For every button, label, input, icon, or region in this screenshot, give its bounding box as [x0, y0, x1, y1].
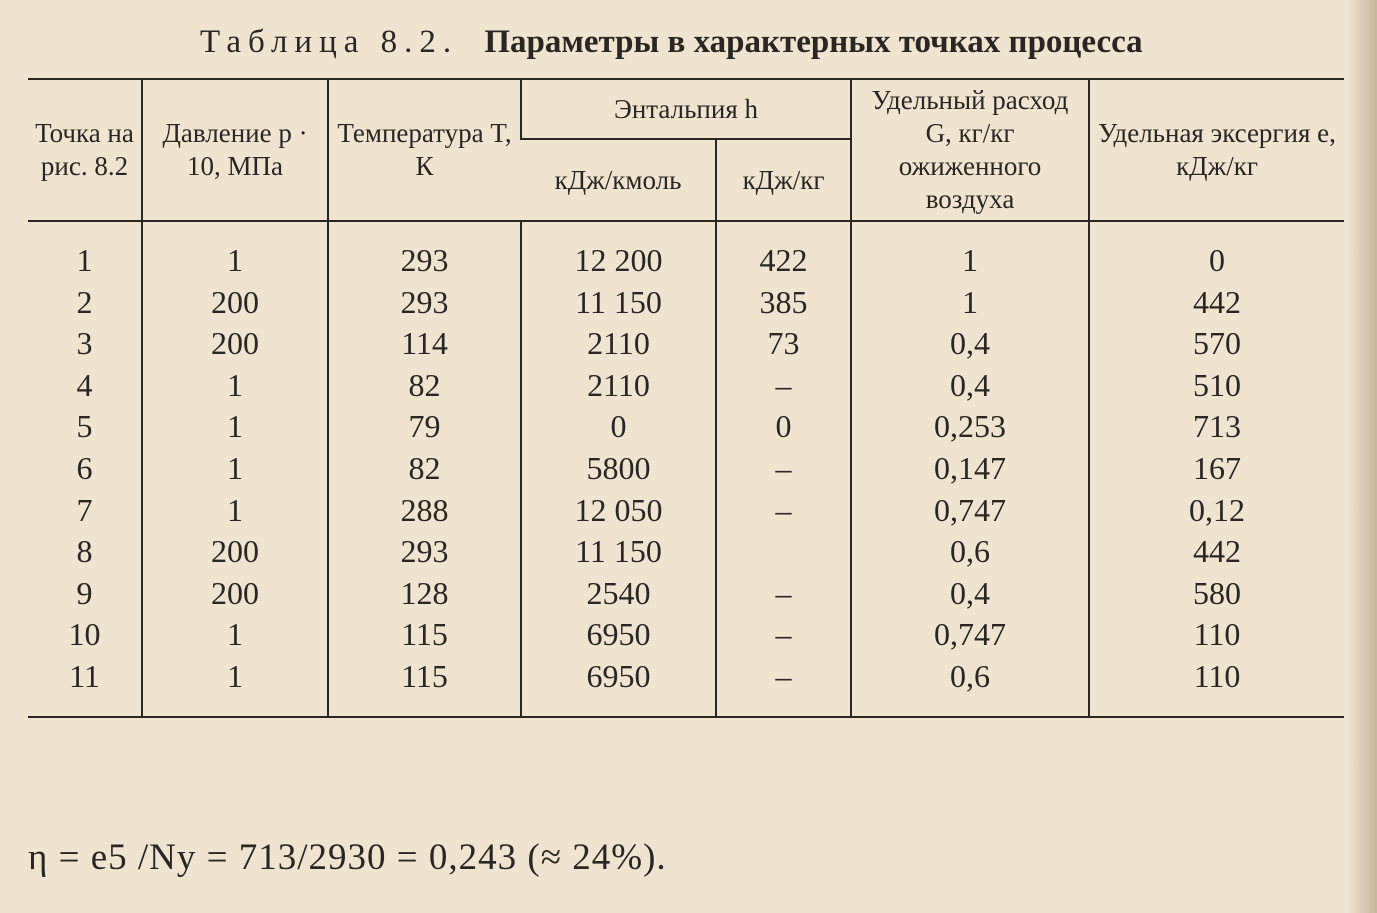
cell-enthalpy-kmol: 12 050: [521, 490, 716, 532]
cell-point: 1: [76, 242, 93, 278]
cell-specific-exergy: 167: [1089, 448, 1344, 490]
cell-specific-flow: 0,4: [851, 365, 1089, 407]
caption-title: Параметры в характерных точках процесса: [484, 24, 1143, 60]
cell-enthalpy-kmol: 11 150: [521, 531, 716, 573]
table-row: [28, 221, 1344, 282]
cell-enthalpy-kg: –: [716, 448, 851, 490]
cell-temperature: 115: [328, 656, 521, 717]
cell-pressure: 1: [142, 656, 328, 717]
table-row: [28, 614, 1344, 656]
cell-temperature: 82: [328, 365, 521, 407]
cell-point: 11: [69, 657, 100, 694]
cell-enthalpy-kmol: 11 150: [521, 282, 716, 324]
cell-temperature: 114: [328, 323, 521, 365]
cell-point: 9: [76, 574, 93, 611]
header-enthalpy-kmol: кДж/кмоль: [521, 139, 716, 221]
table-row: [28, 282, 1344, 324]
table-row: [28, 448, 1344, 490]
cell-enthalpy-kmol: 6950: [521, 656, 716, 717]
cell-specific-exergy: 510: [1089, 365, 1344, 407]
cell-point: 8: [76, 533, 93, 570]
cell-pressure: 1: [142, 365, 328, 407]
cell-point: 3: [76, 325, 93, 362]
table-row: [28, 656, 1344, 717]
header-enthalpy: Энтальпия h: [521, 79, 851, 139]
cell-enthalpy-kg: –: [716, 365, 851, 407]
cell-enthalpy-kmol: 2540: [521, 573, 716, 615]
cell-enthalpy-kmol: 2110: [521, 323, 716, 365]
cell-enthalpy-kg: 0: [716, 406, 851, 448]
cell-specific-flow: 0,4: [851, 323, 1089, 365]
table-row: [28, 490, 1344, 532]
cell-enthalpy-kg: –: [716, 614, 851, 656]
header-enthalpy-kg: кДж/кг: [716, 139, 851, 221]
cell-specific-flow: 1: [851, 221, 1089, 282]
cell-temperature: 288: [328, 490, 521, 532]
cell-pressure: 200: [142, 323, 328, 365]
cell-enthalpy-kg: –: [716, 656, 851, 717]
table-row: [28, 365, 1344, 407]
parameters-table: [28, 78, 1344, 718]
cell-temperature: 293: [328, 221, 521, 282]
cell-pressure: 200: [142, 282, 328, 324]
cell-temperature: 115: [328, 614, 521, 656]
table-row: [28, 323, 1344, 365]
cell-enthalpy-kmol: 6950: [521, 614, 716, 656]
cell-pressure: 1: [142, 448, 328, 490]
cell-pressure: 1: [142, 406, 328, 448]
cell-point: 2: [76, 283, 93, 320]
cell-temperature: 79: [328, 406, 521, 448]
header-point: Точка на рис. 8.2: [28, 79, 142, 221]
cell-specific-exergy: 570: [1089, 323, 1344, 365]
cell-point: 4: [76, 366, 93, 403]
cell-specific-exergy: 0,12: [1089, 490, 1344, 532]
cell-pressure: 200: [142, 531, 328, 573]
cell-specific-exergy: 713: [1089, 406, 1344, 448]
cell-specific-exergy: 442: [1089, 282, 1344, 324]
cell-enthalpy-kg: –: [716, 573, 851, 615]
cell-specific-flow: 0,4: [851, 573, 1089, 615]
cell-enthalpy-kg: 422: [716, 221, 851, 282]
cell-enthalpy-kmol: 5800: [521, 448, 716, 490]
cell-specific-flow: 0,6: [851, 656, 1089, 717]
cell-specific-flow: 0,253: [851, 406, 1089, 448]
cell-specific-exergy: 110: [1089, 656, 1344, 717]
cell-enthalpy-kmol: 12 200: [521, 221, 716, 282]
cell-specific-flow: 1: [851, 282, 1089, 324]
efficiency-formula: η = e5 /Ny = 713/2930 = 0,243 (≈ 24%).: [28, 837, 667, 878]
cell-pressure: 1: [142, 221, 328, 282]
cell-specific-exergy: 442: [1089, 531, 1344, 573]
cell-specific-flow: 0,747: [851, 614, 1089, 656]
cell-temperature: 293: [328, 531, 521, 573]
cell-pressure: 1: [142, 614, 328, 656]
cell-temperature: 293: [328, 282, 521, 324]
caption-label: Таблица 8.2.: [200, 24, 459, 60]
page-edge-shadow: [1347, 0, 1377, 913]
cell-enthalpy-kg: –: [716, 490, 851, 532]
cell-enthalpy-kg: 73: [716, 323, 851, 365]
cell-temperature: 128: [328, 573, 521, 615]
table-row: [28, 573, 1344, 615]
table-row: [28, 406, 1344, 448]
cell-point: 10: [68, 616, 101, 653]
header-temperature: Температура T, К: [328, 79, 521, 221]
cell-specific-flow: 0,6: [851, 531, 1089, 573]
cell-pressure: 1: [142, 490, 328, 532]
cell-specific-exergy: 580: [1089, 573, 1344, 615]
cell-point: 5: [76, 408, 93, 445]
cell-point: 6: [76, 449, 93, 486]
header-specific-flow: Удельный расход G, кг/кг ожиженного воздуха: [851, 79, 1089, 221]
header-specific-exergy: Удельная эксергия e, кДж/кг: [1089, 79, 1344, 221]
cell-specific-exergy: 110: [1089, 614, 1344, 656]
header-pressure: Давление p · 10, МПа: [142, 79, 328, 221]
cell-point: 7: [76, 491, 93, 528]
cell-enthalpy-kmol: 0: [521, 406, 716, 448]
table-caption: [200, 24, 1200, 61]
cell-specific-flow: 0,147: [851, 448, 1089, 490]
cell-enthalpy-kg: 385: [716, 282, 851, 324]
cell-pressure: 200: [142, 573, 328, 615]
table-row: [28, 531, 1344, 573]
cell-enthalpy-kmol: 2110: [521, 365, 716, 407]
cell-specific-exergy: 0: [1089, 221, 1344, 282]
cell-temperature: 82: [328, 448, 521, 490]
cell-enthalpy-kg: [716, 531, 851, 573]
cell-specific-flow: 0,747: [851, 490, 1089, 532]
